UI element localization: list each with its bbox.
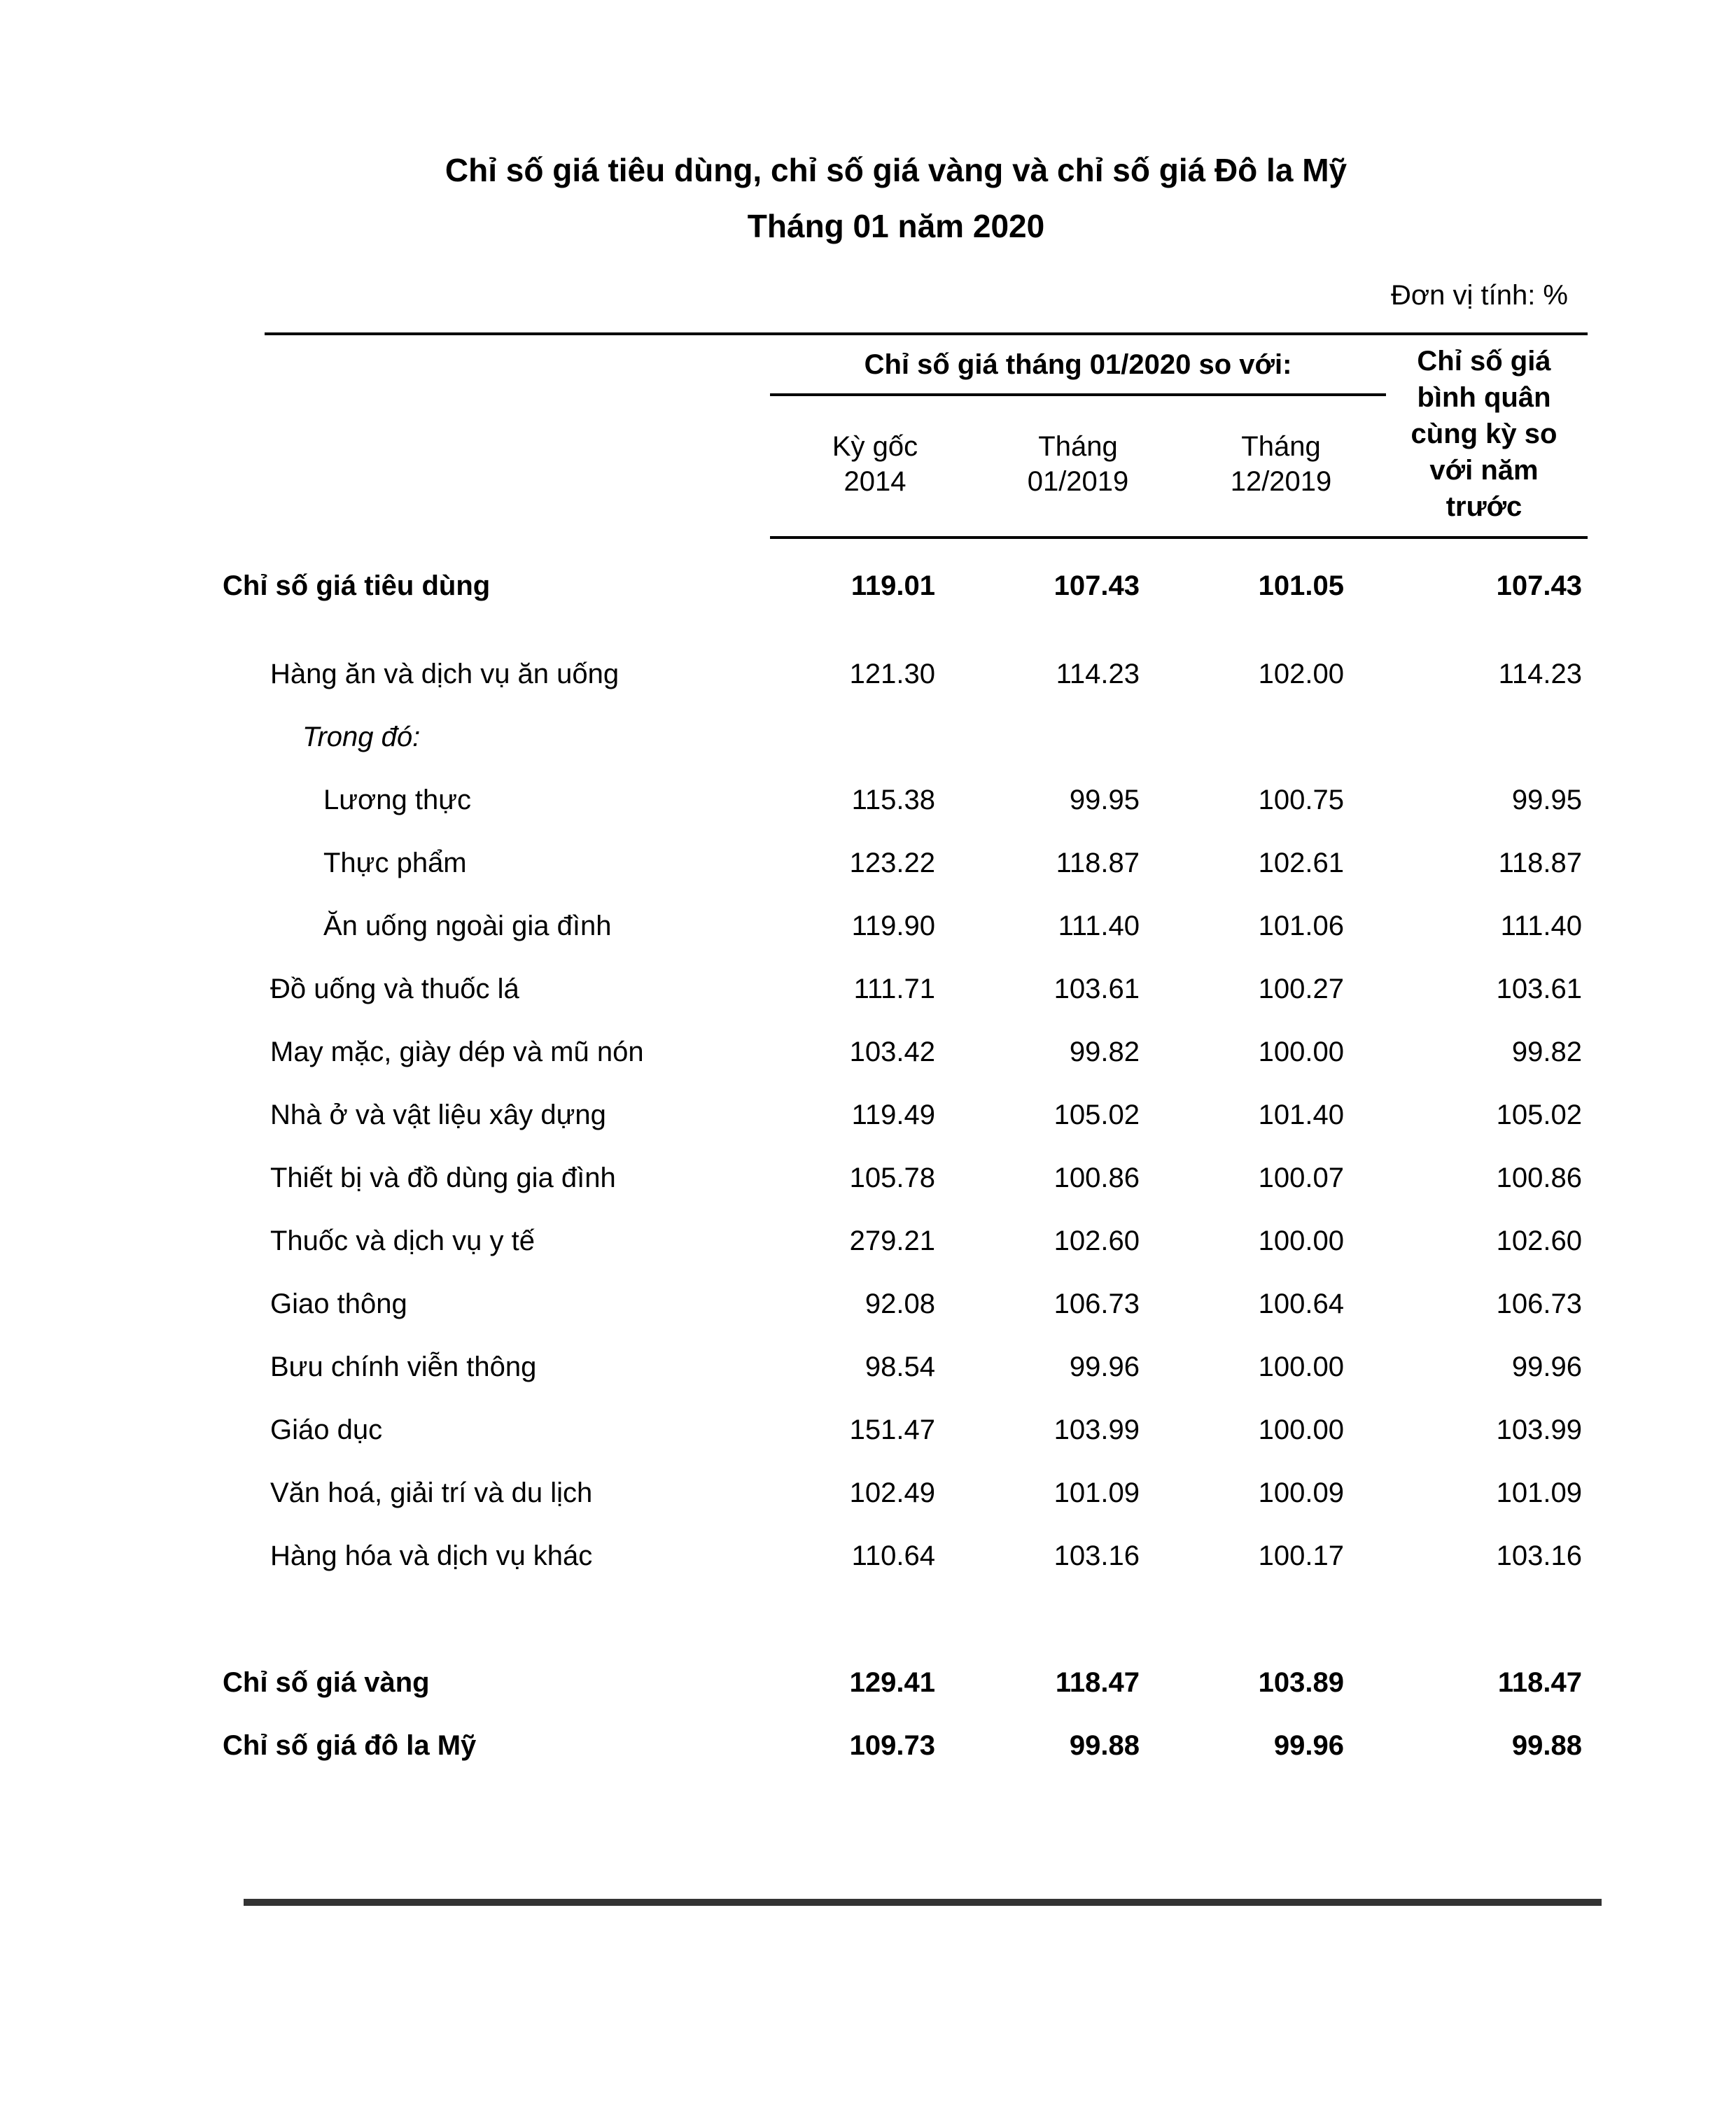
row-value-garments-col4: 99.82 xyxy=(1511,1037,1582,1067)
header-col1-line1: Kỳ gốc xyxy=(832,431,918,462)
row-value-medicine-health-col1: 279.21 xyxy=(849,1226,935,1256)
row-value-grain-col3: 100.75 xyxy=(1258,785,1344,815)
header-col2-line1: Tháng xyxy=(1038,431,1118,462)
row-value-housing-col2: 105.02 xyxy=(1054,1100,1140,1130)
row-value-food-services-col4: 114.23 xyxy=(1498,659,1582,689)
row-value-other-goods-col4: 103.16 xyxy=(1496,1540,1582,1571)
row-label-foodstuff: Thực phẩm xyxy=(323,848,467,878)
row-label-grain: Lương thực xyxy=(323,785,471,815)
row-value-transport-col3: 100.64 xyxy=(1258,1289,1344,1319)
row-value-gold-index-col3: 103.89 xyxy=(1258,1667,1344,1698)
row-value-eating-out-col1: 119.90 xyxy=(851,911,935,941)
row-value-household-equipment-col4: 100.86 xyxy=(1496,1163,1582,1193)
row-label-culture-tourism: Văn hoá, giải trí và du lịch xyxy=(270,1477,593,1508)
row-value-grain-col4: 99.95 xyxy=(1511,785,1582,815)
row-value-post-telecom-col4: 99.96 xyxy=(1511,1352,1582,1382)
row-value-beverages-tobacco-col1: 111.71 xyxy=(853,974,935,1004)
row-value-other-goods-col3: 100.17 xyxy=(1258,1540,1344,1571)
header-col3-line1: Tháng xyxy=(1241,431,1321,462)
row-value-cpi-col3: 101.05 xyxy=(1258,570,1344,601)
row-label-eating-out: Ăn uống ngoài gia đình xyxy=(323,911,612,941)
row-label-cpi: Chỉ số giá tiêu dùng xyxy=(223,570,491,601)
row-value-household-equipment-col3: 100.07 xyxy=(1258,1163,1344,1193)
row-value-foodstuff-col1: 123.22 xyxy=(849,848,935,878)
row-value-post-telecom-col3: 100.00 xyxy=(1258,1352,1344,1382)
row-value-housing-col3: 101.40 xyxy=(1258,1100,1344,1130)
row-value-household-equipment-col2: 100.86 xyxy=(1054,1163,1140,1193)
row-value-household-equipment-col1: 105.78 xyxy=(849,1163,935,1193)
row-value-medicine-health-col4: 102.60 xyxy=(1496,1226,1582,1256)
bottom-rule xyxy=(244,1899,1602,1906)
row-value-education-col1: 151.47 xyxy=(849,1414,935,1445)
header-col2-line2: 01/2019 xyxy=(1027,466,1129,497)
row-value-beverages-tobacco-col4: 103.61 xyxy=(1496,974,1582,1004)
table-top-rule xyxy=(265,332,1588,335)
row-value-usd-index-col4: 99.88 xyxy=(1511,1730,1582,1761)
unit-label: Đơn vị tính: % xyxy=(1391,280,1568,311)
header-col4-line3: cùng kỳ so xyxy=(1410,419,1558,449)
row-label-transport: Giao thông xyxy=(270,1289,407,1319)
row-label-garments: May mặc, giày dép và mũ nón xyxy=(270,1037,644,1067)
row-value-transport-col4: 106.73 xyxy=(1496,1289,1582,1319)
row-value-other-goods-col1: 110.64 xyxy=(851,1540,935,1571)
row-value-other-goods-col2: 103.16 xyxy=(1054,1540,1140,1571)
row-value-of-which-col1 xyxy=(753,719,935,754)
row-value-culture-tourism-col4: 101.09 xyxy=(1496,1477,1582,1508)
row-value-usd-index-col3: 99.96 xyxy=(1273,1730,1344,1761)
header-col3-line2: 12/2019 xyxy=(1230,466,1332,497)
row-value-of-which-col4 xyxy=(1400,719,1582,754)
row-value-gold-index-col2: 118.47 xyxy=(1055,1667,1140,1698)
header-col-average xyxy=(1393,343,1575,525)
header-group-label: Chỉ số giá tháng 01/2020 so với: xyxy=(864,349,1292,380)
row-value-culture-tourism-col3: 100.09 xyxy=(1258,1477,1344,1508)
row-value-post-telecom-col2: 99.96 xyxy=(1069,1352,1140,1382)
row-label-household-equipment: Thiết bị và đồ dùng gia đình xyxy=(270,1163,616,1193)
row-label-other-goods: Hàng hóa và dịch vụ khác xyxy=(270,1540,593,1571)
row-value-grain-col1: 115.38 xyxy=(851,785,935,815)
header-col4-line4: với năm xyxy=(1429,455,1539,486)
page-subtitle: Tháng 01 năm 2020 xyxy=(747,208,1045,244)
row-value-foodstuff-col4: 118.87 xyxy=(1498,848,1582,878)
row-label-of-which: Trong đó: xyxy=(302,722,421,752)
row-value-food-services-col3: 102.00 xyxy=(1258,659,1344,689)
row-value-beverages-tobacco-col3: 100.27 xyxy=(1258,974,1344,1004)
row-value-foodstuff-col2: 118.87 xyxy=(1056,848,1140,878)
row-value-eating-out-col3: 101.06 xyxy=(1258,911,1344,941)
header-col-jan-2019 xyxy=(987,429,1169,499)
row-label-usd-index: Chỉ số giá đô la Mỹ xyxy=(223,1730,477,1761)
header-col1-line2: 2014 xyxy=(844,466,906,497)
row-label-beverages-tobacco: Đồ uống và thuốc lá xyxy=(270,974,519,1004)
row-value-foodstuff-col3: 102.61 xyxy=(1258,848,1344,878)
header-col-dec-2019 xyxy=(1190,429,1372,499)
row-value-cpi-col2: 107.43 xyxy=(1054,570,1140,601)
row-value-education-col4: 103.99 xyxy=(1496,1414,1582,1445)
row-value-medicine-health-col3: 100.00 xyxy=(1258,1226,1344,1256)
row-value-food-services-col1: 121.30 xyxy=(849,659,935,689)
row-value-cpi-col1: 119.01 xyxy=(850,570,935,601)
row-value-medicine-health-col2: 102.60 xyxy=(1054,1226,1140,1256)
row-value-usd-index-col2: 99.88 xyxy=(1069,1730,1140,1761)
page-title: Chỉ số giá tiêu dùng, chỉ số giá vàng và chỉ số giá Đô la Mỹ xyxy=(444,152,1348,188)
row-value-of-which-col3 xyxy=(1162,719,1344,754)
row-value-beverages-tobacco-col2: 103.61 xyxy=(1054,974,1140,1004)
row-value-gold-index-col1: 129.41 xyxy=(849,1667,935,1698)
header-col4-line1: Chỉ số giá xyxy=(1417,346,1551,377)
header-col-base-2014 xyxy=(784,429,966,499)
header-col4-line5: trước xyxy=(1446,491,1522,522)
row-value-transport-col1: 92.08 xyxy=(864,1289,935,1319)
row-value-housing-col4: 105.02 xyxy=(1496,1100,1582,1130)
header-col4-line2: bình quân xyxy=(1417,382,1551,413)
row-label-gold-index: Chỉ số giá vàng xyxy=(223,1667,430,1698)
row-value-garments-col1: 103.42 xyxy=(849,1037,935,1067)
row-label-food-services: Hàng ăn và dịch vụ ăn uống xyxy=(270,659,620,689)
row-label-housing: Nhà ở và vật liệu xây dựng xyxy=(270,1100,606,1130)
header-group-rule xyxy=(770,393,1386,396)
row-value-education-col3: 100.00 xyxy=(1258,1414,1344,1445)
header-bottom-rule xyxy=(770,536,1588,539)
row-value-education-col2: 103.99 xyxy=(1054,1414,1140,1445)
row-value-transport-col2: 106.73 xyxy=(1054,1289,1140,1319)
row-value-housing-col1: 119.49 xyxy=(851,1100,935,1130)
row-value-eating-out-col2: 111.40 xyxy=(1058,911,1140,941)
row-label-post-telecom: Bưu chính viễn thông xyxy=(270,1352,537,1382)
row-value-of-which-col2 xyxy=(958,719,1140,754)
row-value-cpi-col4: 107.43 xyxy=(1496,570,1582,601)
row-value-food-services-col2: 114.23 xyxy=(1056,659,1140,689)
row-label-education: Giáo dục xyxy=(270,1414,383,1445)
row-value-garments-col3: 100.00 xyxy=(1258,1037,1344,1067)
row-value-culture-tourism-col1: 102.49 xyxy=(849,1477,935,1508)
row-value-grain-col2: 99.95 xyxy=(1069,785,1140,815)
row-value-post-telecom-col1: 98.54 xyxy=(864,1352,935,1382)
row-value-garments-col2: 99.82 xyxy=(1069,1037,1140,1067)
row-value-gold-index-col4: 118.47 xyxy=(1497,1667,1582,1698)
row-value-culture-tourism-col2: 101.09 xyxy=(1054,1477,1140,1508)
row-label-medicine-health: Thuốc và dịch vụ y tế xyxy=(270,1226,535,1256)
row-value-usd-index-col1: 109.73 xyxy=(849,1730,935,1761)
row-value-eating-out-col4: 111.40 xyxy=(1500,911,1582,941)
